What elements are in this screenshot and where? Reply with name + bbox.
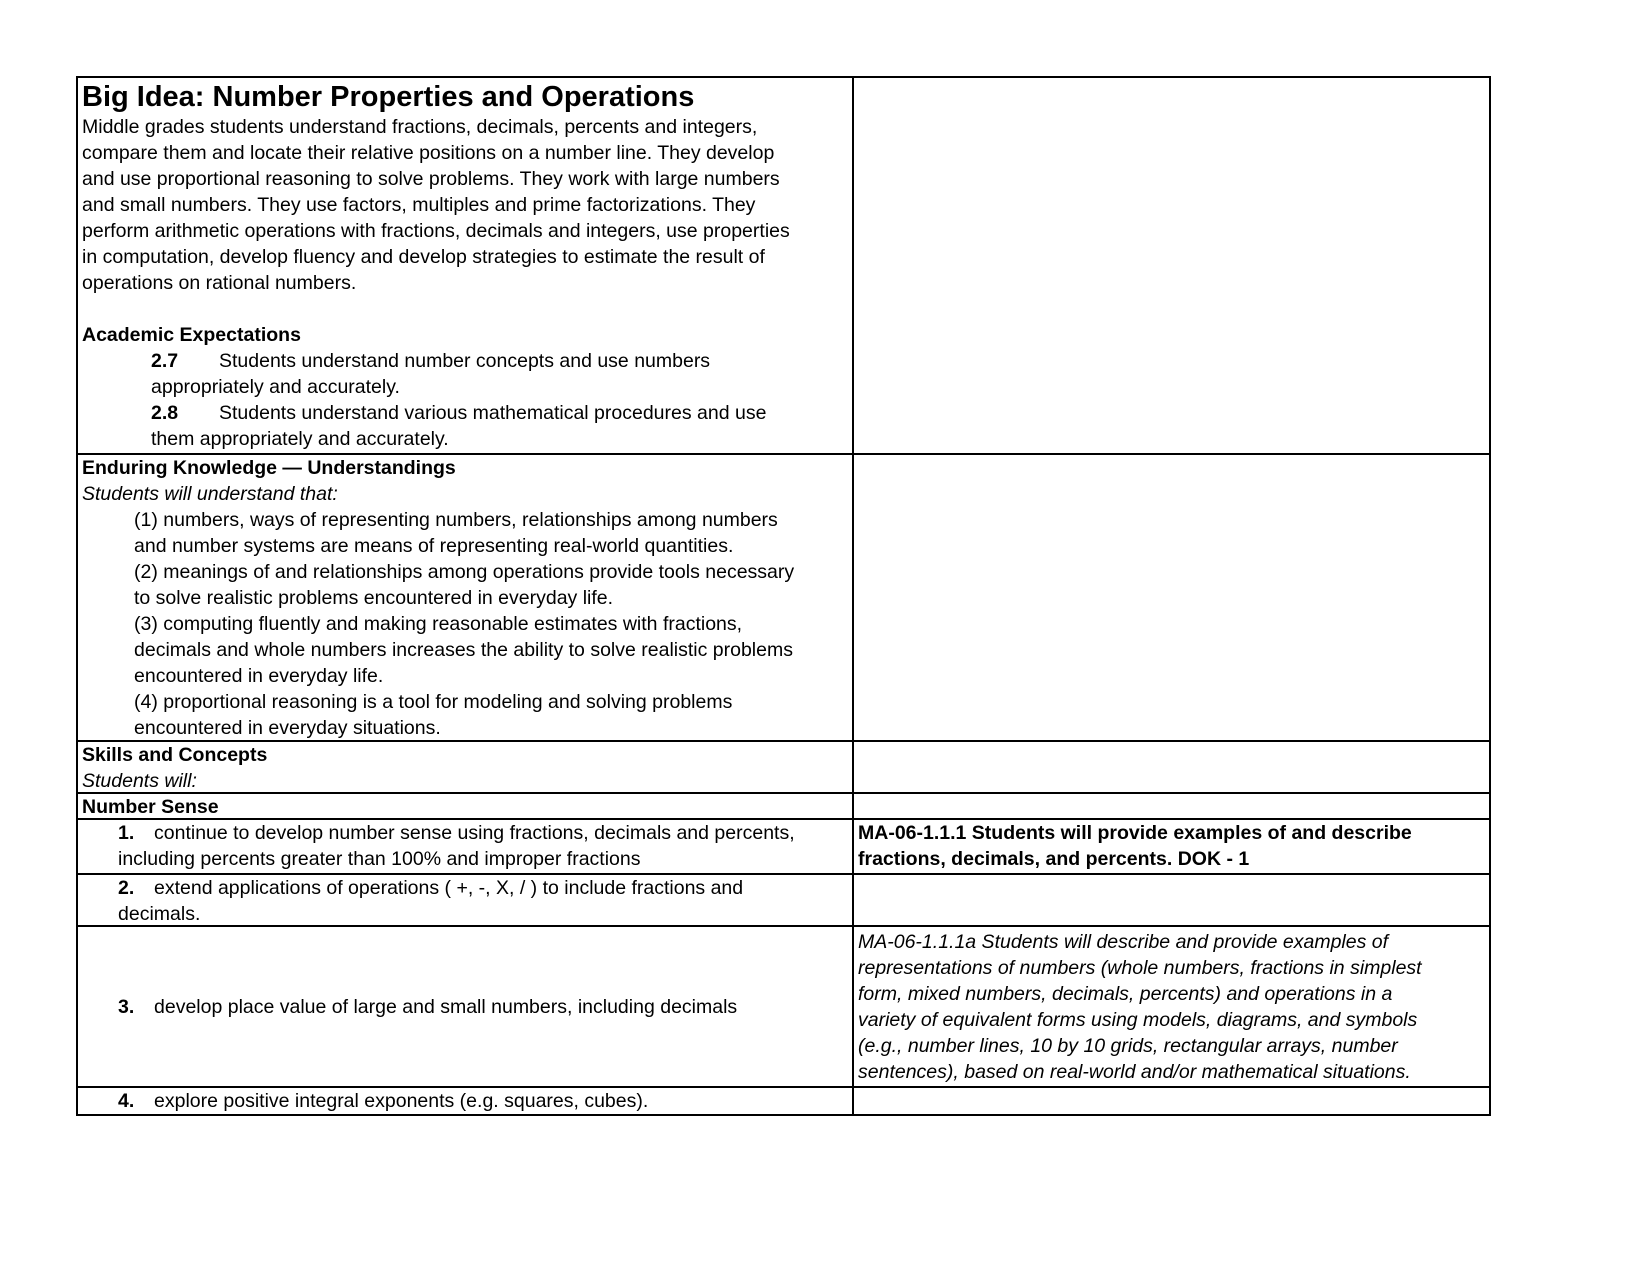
section-heading: Number Sense: [82, 796, 219, 818]
standard-line: MA-06-1.1.1a Students will describe and provide examples of: [858, 931, 1389, 953]
standard-line: sentences), based on real-world and/or mathematical situations.: [858, 1061, 1411, 1083]
understanding-line: decimals and whole numbers increases the ability to solve realistic problems: [134, 639, 793, 661]
skill-number: 1.: [118, 822, 135, 844]
section-row: [78, 794, 1489, 820]
expectation-number: 2.7: [151, 350, 179, 372]
standard-line: MA-06-1.1.1 Students will provide examples of and describe: [858, 822, 1412, 844]
skill-text: extend applications of operations ( +, -, X, / ) to include fractions and: [154, 877, 744, 899]
skill-item: [82, 820, 848, 846]
standard-line: (e.g., number lines, 10 by 10 grids, rectangular arrays, number: [858, 1035, 1398, 1057]
standards-table: [76, 76, 1491, 1116]
standard-cell: [854, 927, 1489, 1086]
enduring-heading: Enduring Knowledge — Understandings: [82, 457, 456, 479]
enduring-right-cell: [854, 455, 1489, 740]
skill-number: 2.: [118, 877, 135, 899]
big-idea-line: operations on rational numbers.: [82, 272, 357, 294]
skill-cell: [78, 820, 854, 873]
skill-number: 3.: [118, 995, 135, 1018]
big-idea-line: and small numbers. They use factors, multiples and prime factorizations. They: [82, 194, 756, 216]
big-idea-row: [78, 78, 1489, 455]
enduring-knowledge-row: [78, 455, 1489, 742]
big-idea-line: compare them and locate their relative positions on a number line. They develop: [82, 142, 775, 164]
big-idea-title: Big Idea: Number Properties and Operations: [82, 81, 695, 113]
skills-heading: Skills and Concepts: [82, 744, 268, 766]
big-idea-line: and use proportional reasoning to solve problems. They work with large numbers: [82, 168, 780, 190]
academic-expectations-heading: Academic Expectations: [82, 324, 301, 346]
understanding-line: encountered in everyday situations.: [134, 717, 441, 739]
skill-text-cont: including percents greater than 100% and improper fractions: [118, 848, 641, 870]
expectation-text: Students understand number concepts and use numbers: [219, 350, 711, 372]
understanding-line: (2) meanings of and relationships among operations provide tools necessary: [134, 561, 795, 583]
standard-line: variety of equivalent forms using models, diagrams, and symbols: [858, 1009, 1418, 1031]
understanding-line: (4) proportional reasoning is a tool for modeling and solving problems: [134, 691, 733, 713]
standard-cell-empty: [854, 875, 1489, 925]
skill-cell: [78, 875, 854, 925]
skills-heading-right-cell: [854, 742, 1489, 792]
standard-cell: [854, 820, 1489, 873]
section-cell: [78, 794, 854, 818]
skill-number: 4.: [118, 1090, 135, 1112]
understanding-line: encountered in everyday life.: [134, 665, 384, 687]
standard-line: form, mixed numbers, decimals, percents) and operations in a: [858, 983, 1393, 1005]
skill-text: develop place value of large and small numbers, including decimals: [154, 995, 738, 1018]
big-idea-line: perform arithmetic operations with fractions, decimals and integers, use properties: [82, 220, 790, 242]
academic-expectation-item: [82, 400, 848, 426]
skill-item: [82, 1088, 848, 1114]
big-idea-right-cell: [854, 78, 1489, 453]
skill-cell: [78, 1088, 854, 1114]
skills-heading-row: [78, 742, 1489, 794]
academic-expectation-item: [82, 348, 848, 374]
enduring-subheading: Students will understand that:: [82, 483, 338, 505]
understanding-line: to solve realistic problems encountered in everyday life.: [134, 587, 614, 609]
skill-item: [82, 875, 848, 901]
understanding-line: (1) numbers, ways of representing numbers, relationships among numbers: [134, 509, 778, 531]
expectation-number: 2.8: [151, 402, 179, 424]
standard-cell-empty: [854, 1088, 1489, 1114]
skill-text: explore positive integral exponents (e.g. squares, cubes).: [154, 1090, 649, 1112]
expectation-text-cont: appropriately and accurately.: [151, 376, 400, 398]
skill-item: [82, 994, 737, 1020]
skill-row: [78, 875, 1489, 927]
expectation-text-cont: them appropriately and accurately.: [151, 428, 449, 450]
expectation-text: Students understand various mathematical procedures and use: [219, 402, 767, 424]
standard-line: representations of numbers (whole numbers, fractions in simplest: [858, 957, 1422, 979]
enduring-knowledge-cell: [78, 455, 854, 740]
skills-subheading: Students will:: [82, 770, 197, 792]
skills-heading-cell: [78, 742, 854, 792]
understanding-line: and number systems are means of representing real-world quantities.: [134, 535, 734, 557]
skill-row: [78, 820, 1489, 875]
skill-text: continue to develop number sense using fractions, decimals and percents,: [154, 822, 795, 844]
big-idea-line: Middle grades students understand fractions, decimals, percents and integers,: [82, 116, 758, 138]
spacer: [82, 296, 848, 322]
skill-row: [78, 1088, 1489, 1114]
skill-cell: [78, 927, 854, 1086]
standard-line: fractions, decimals, and percents. DOK - 1: [858, 848, 1250, 870]
skill-row: [78, 927, 1489, 1088]
skill-text-cont: decimals.: [118, 903, 201, 925]
understanding-line: (3) computing fluently and making reasonable estimates with fractions,: [134, 613, 743, 635]
section-right-cell: [854, 794, 1489, 818]
big-idea-line: in computation, develop fluency and develop strategies to estimate the result of: [82, 246, 765, 268]
big-idea-cell: [78, 78, 854, 453]
